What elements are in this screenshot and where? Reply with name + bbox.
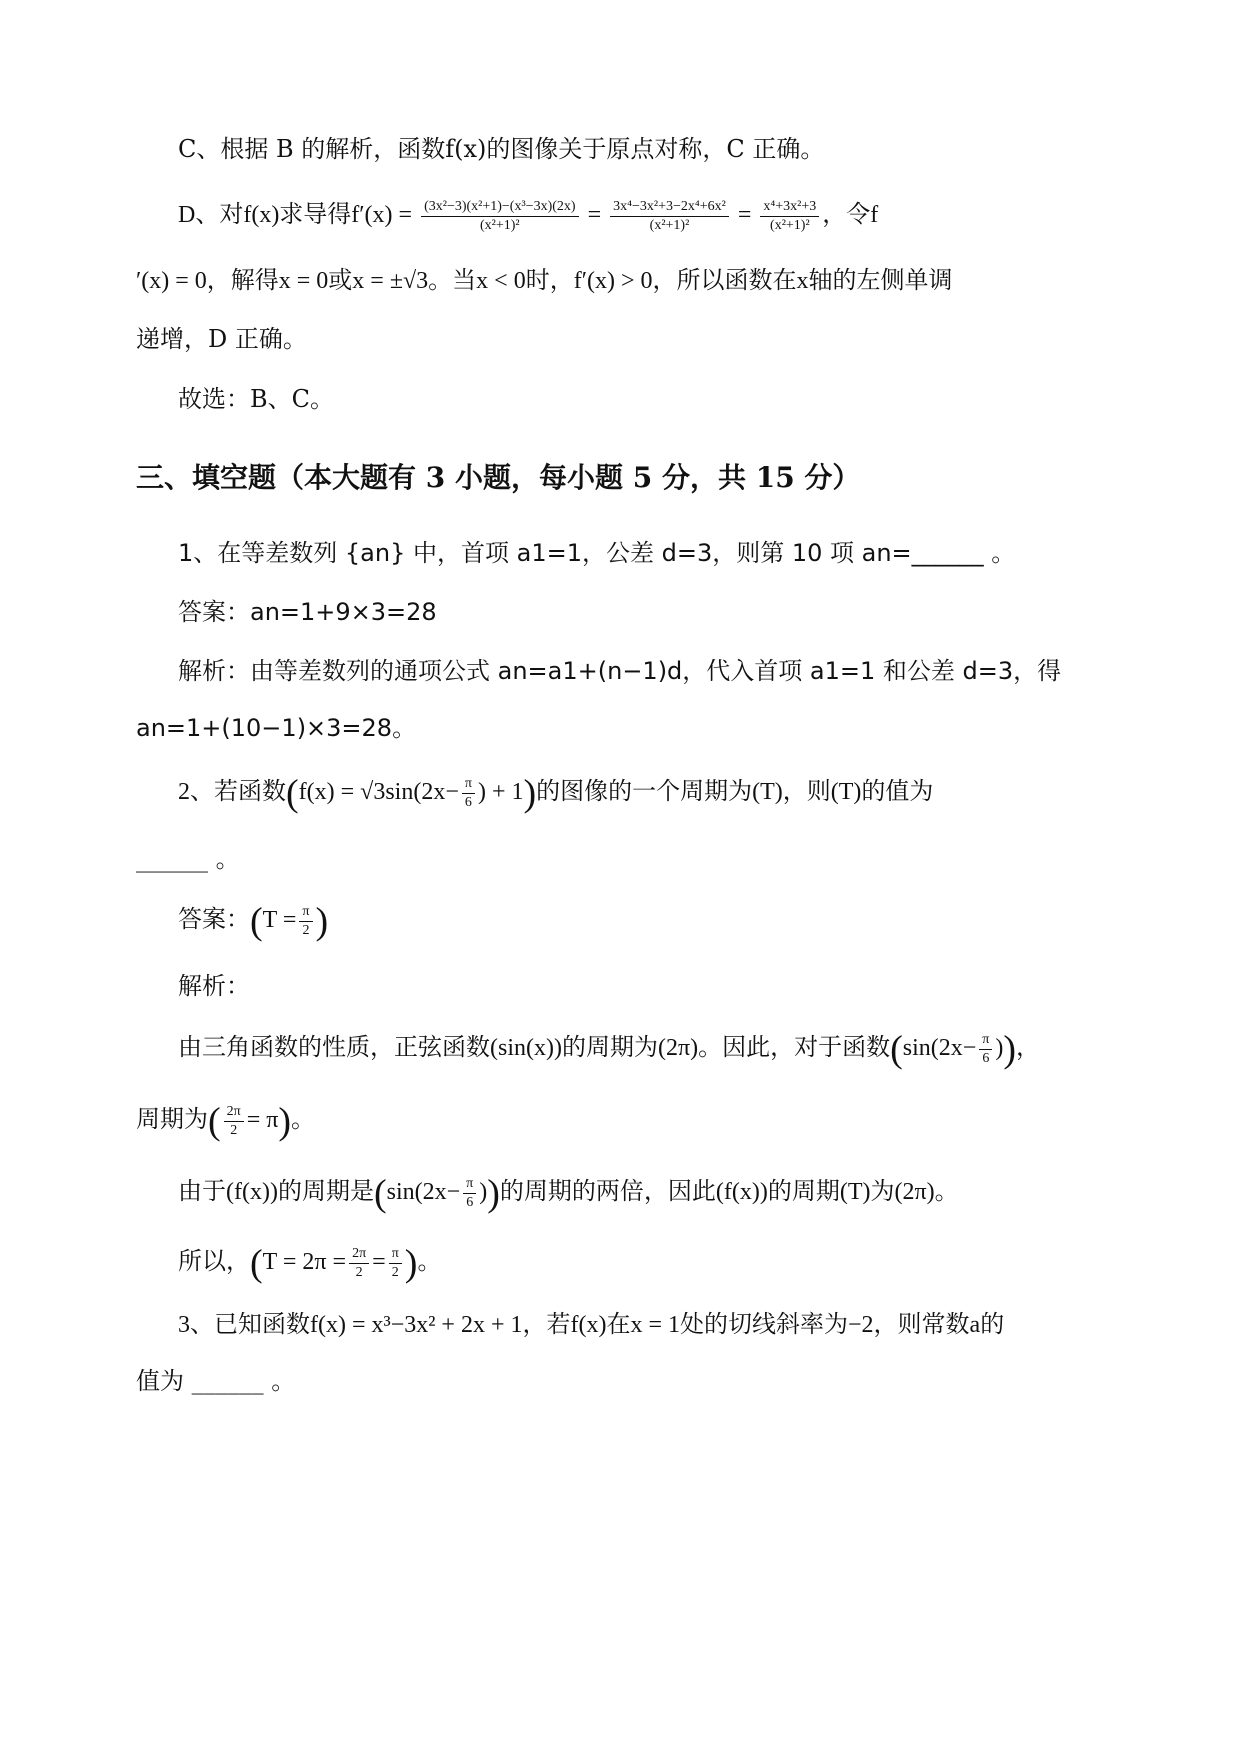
pi-over-2: $\frac{\pi}{2}$ [389, 1245, 402, 1282]
question-2-analysis-p3: 由于(f(x))的周期是(sin(2x− $\frac{\pi}{6}$ ))的周期的两倍，因此(f(x))的周期(T)为(2π)。 [178, 1172, 959, 1215]
question-1: 1、在等差数列 {an} 中，首项 a1=1，公差 d=3，则第 10 项 an=______ 。 [178, 539, 1016, 567]
question-2-suffix: 的图像的一个周期为(T)，则(T)的值为 [536, 779, 934, 806]
pi-over-6: $\frac{\pi}{6}$ [979, 1031, 992, 1068]
option-d-explanation [178, 198, 878, 235]
question-1-analysis-cont: an=1+(10−1)×3=28。 [136, 714, 417, 742]
fraction-3-denominator: (x²+1)² [770, 218, 810, 233]
pi-over-6: $\frac{\pi}{6}$ [462, 775, 475, 812]
question-3: 3、已知函数f(x) = x³−3x² + 2x + 1，若f(x)在x = 1处的切线斜率为−2，则常数a的 [178, 1312, 1005, 1338]
answer-label: 答案： [178, 907, 250, 934]
question-2-prefix: 2、若函数 [178, 779, 286, 806]
question-2-blank: ______ 。 [136, 845, 240, 873]
fraction-3 [760, 198, 819, 235]
section-heading: 三、填空题（本大题有 3 小题，每小题 5 分，共 15 分） [136, 461, 861, 494]
pi-over-6: $\frac{\pi}{6}$ [463, 1175, 476, 1212]
equals-sign: = [587, 202, 602, 229]
two-pi-over-2: $\frac{2\pi}{2}$ [224, 1103, 244, 1140]
question-1-analysis: 解析：由等差数列的通项公式 an=a1+(n−1)d，代入首项 a1=1 和公差 d=3，得 [178, 657, 1062, 685]
final-choice: 故选：B、C。 [178, 385, 334, 413]
fraction-2 [610, 198, 729, 235]
question-3-blank: 值为 ______ 。 [136, 1367, 296, 1395]
fraction-1-numerator: (3x²−3)(x²+1)−(x³−3x)(2x) [421, 198, 578, 217]
fraction-2-numerator: 3x⁴−3x²+3−2x⁴+6x² [610, 198, 729, 217]
option-d-line3: 递增，D 正确。 [136, 325, 307, 353]
option-c-explanation: C、根据 B 的解析，函数f(x)的图像关于原点对称，C 正确。 [178, 135, 825, 163]
question-2: 2、若函数(f(x) = √3sin(2x− $\frac{\pi}{6}$ ) + 1)的图像的一个周期为(T)，则(T)的值为 [178, 772, 934, 815]
question-1-answer: 答案：an=1+9×3=28 [178, 598, 437, 626]
option-d-line2: ′(x) = 0，解得x = 0或x = ±√3。当x < 0时，f′(x) > 0，所以函数在x轴的左侧单调 [136, 268, 953, 294]
question-2-analysis-p2: 周期为( $\frac{2\pi}{2}$ = π)。 [136, 1100, 316, 1143]
pi-over-2: $\frac{\pi}{2}$ [299, 903, 312, 940]
question-2-analysis-p4: 所以，(T = 2π = $\frac{2\pi}{2}$ = $\frac{\pi}{2}$ )。 [178, 1242, 442, 1285]
fraction-1 [421, 198, 578, 235]
equals-sign: = [737, 202, 752, 229]
derivative-suffix: ，令f [822, 202, 879, 229]
question-2-analysis-label: 解析： [178, 972, 250, 1000]
answer-T: T = [262, 907, 297, 934]
two-pi-over-2: $\frac{2\pi}{2}$ [349, 1245, 369, 1282]
question-2-analysis-p1: 由三角函数的性质，正弦函数(sin(x))的周期为(2π)。因此，对于函数(sin(2x− $\frac{\pi}{6}$ ))， [178, 1028, 1041, 1071]
question-2-formula-end: ) + 1 [477, 779, 524, 806]
fraction-2-denominator: (x²+1)² [649, 218, 690, 233]
question-2-formula: f(x) = √3sin(2x− [298, 779, 459, 806]
fraction-3-numerator: x⁴+3x²+3 [760, 198, 819, 217]
question-2-answer: 答案：(T = $\frac{\pi}{2}$ ) [178, 900, 329, 943]
derivative-prefix: D、对f(x)求导得f′(x) = [178, 202, 413, 229]
fraction-1-denominator: (x²+1)² [480, 218, 520, 233]
